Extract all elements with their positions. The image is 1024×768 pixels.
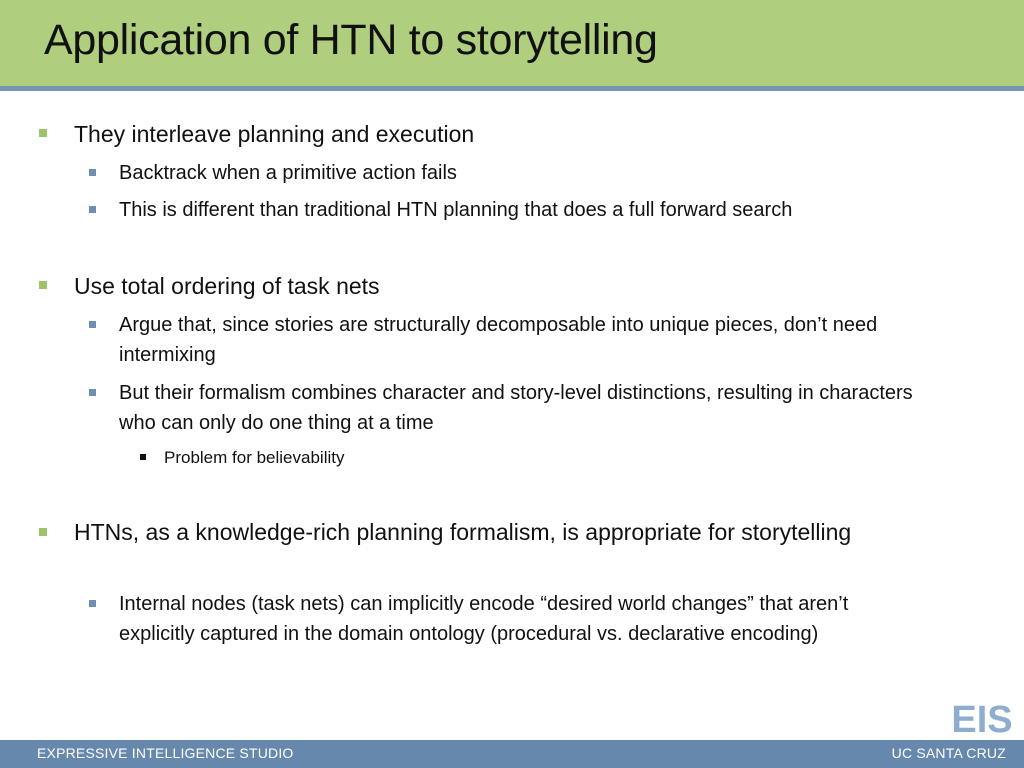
bullet-marker [89, 321, 96, 328]
bullet-marker [39, 281, 47, 289]
bullet-item: HTNs, as a knowledge-rich planning formalism, is appropriate for storytelling [74, 519, 852, 545]
bullet-item: This is different than traditional HTN planning that does a full forward search [119, 199, 793, 221]
bullet-item: Internal nodes (task nets) can implicitly encode “desired world changes” that aren’t explicitly captured in the domain ontology (procedural vs. declarative encoding) [119, 593, 849, 645]
footer-organization: EXPRESSIVE INTELLIGENCE STUDIO [37, 745, 294, 761]
eis-logo [946, 698, 1018, 738]
bullet-item: Argue that, since stories are structurally decomposable into unique pieces, don’t need intermixing [119, 314, 878, 366]
bullet-marker [39, 528, 47, 536]
bullet-item: Backtrack when a primitive action fails [119, 162, 457, 184]
bullet-marker [89, 600, 96, 607]
footer-university: UC SANTA CRUZ [891, 745, 1006, 761]
bullet-marker [89, 389, 96, 396]
footer-bar [0, 740, 1024, 768]
bullet-marker [140, 454, 146, 460]
bullet-item: They interleave planning and execution [74, 121, 475, 147]
bullet-item: Problem for believability [164, 448, 345, 467]
slide-title: Application of HTN to storytelling [44, 16, 658, 64]
bullet-item: But their formalism combines character and story-level distinctions, resulting in characters who can only do one thing at a time [119, 382, 913, 434]
logo-text: EIS [951, 699, 1013, 738]
bullet-marker [89, 206, 96, 213]
bullet-marker [39, 129, 47, 137]
bullet-marker [89, 169, 96, 176]
bullet-item: Use total ordering of task nets [74, 273, 380, 299]
